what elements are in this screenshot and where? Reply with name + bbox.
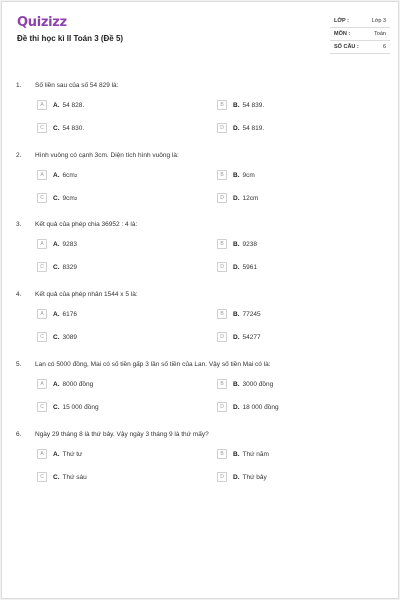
- question-text: Kết quả của phép nhân 1544 x 5 là:: [35, 291, 138, 298]
- meta-value: 6: [382, 44, 386, 50]
- option-label: C.: [53, 194, 60, 202]
- option-text: 6cm: [62, 171, 75, 179]
- option-letter-box: C: [37, 123, 47, 133]
- worksheet-page: [1, 1, 399, 599]
- meta-panel: [330, 15, 390, 54]
- option-letter-box: D: [217, 262, 227, 272]
- option-label: A.: [53, 450, 60, 458]
- option-text: 5961: [242, 263, 257, 271]
- option-label: A.: [53, 380, 60, 388]
- option-text: 3000 đồng: [242, 380, 274, 388]
- option-label: C.: [53, 263, 60, 271]
- option-c[interactable]: [37, 193, 77, 203]
- option-letter-box: A: [37, 449, 47, 459]
- meta-value: Lớp 3: [371, 18, 386, 24]
- option-text: 9283: [62, 240, 77, 248]
- option-label: A.: [53, 240, 60, 248]
- option-d[interactable]: [217, 123, 264, 133]
- option-text: Thứ bảy: [242, 473, 267, 481]
- question-text: Kết quả của phép chia 36952 : 4 là:: [35, 221, 138, 228]
- option-label: D.: [233, 403, 240, 411]
- option-letter-box: D: [217, 402, 227, 412]
- quizizz-logo: Quizizz: [17, 15, 67, 30]
- option-d[interactable]: [217, 472, 267, 482]
- question-number: 1.: [16, 82, 22, 89]
- option-b[interactable]: [217, 309, 261, 319]
- option-text: 9cm: [242, 171, 255, 179]
- option-letter-box: A: [37, 379, 47, 389]
- option-a[interactable]: [37, 379, 93, 389]
- meta-key: LỚP :: [334, 18, 349, 24]
- option-letter-box: C: [37, 262, 47, 272]
- option-a[interactable]: [37, 100, 84, 110]
- option-label: D.: [233, 194, 240, 202]
- option-label: A.: [53, 171, 60, 179]
- option-a[interactable]: [37, 309, 77, 319]
- option-text: 3089: [62, 333, 77, 341]
- meta-row-subject: [330, 28, 390, 41]
- option-b[interactable]: [217, 379, 273, 389]
- option-letter-box: A: [37, 239, 47, 249]
- option-letter-box: A: [37, 309, 47, 319]
- option-letter-box: A: [37, 100, 47, 110]
- option-a[interactable]: [37, 170, 77, 180]
- question-number: 5.: [16, 361, 22, 368]
- option-text: 15 000 đồng: [62, 403, 99, 411]
- option-label: B.: [233, 101, 240, 109]
- meta-row-count: [330, 41, 390, 54]
- meta-value: Toán: [374, 31, 386, 37]
- option-label: B.: [233, 240, 240, 248]
- option-label: C.: [53, 124, 60, 132]
- option-label: D.: [233, 473, 240, 481]
- option-letter-box: A: [37, 170, 47, 180]
- option-label: B.: [233, 171, 240, 179]
- option-label: C.: [53, 403, 60, 411]
- option-label: D.: [233, 333, 240, 341]
- option-text: 9cm: [62, 194, 75, 202]
- option-b[interactable]: [217, 100, 264, 110]
- option-text: Thứ sáu: [62, 473, 87, 481]
- option-letter-box: B: [217, 449, 227, 459]
- option-label: C.: [53, 333, 60, 341]
- option-letter-box: C: [37, 193, 47, 203]
- option-a[interactable]: [37, 449, 82, 459]
- question-number: 3.: [16, 221, 22, 228]
- option-letter-box: C: [37, 402, 47, 412]
- question-text: Số liền sau của số 54 829 là:: [35, 82, 119, 89]
- question-number: 6.: [16, 431, 22, 438]
- option-letter-box: B: [217, 170, 227, 180]
- option-label: D.: [233, 263, 240, 271]
- option-c[interactable]: [37, 402, 99, 412]
- option-label: B.: [233, 310, 240, 318]
- option-text: 54277: [242, 333, 261, 341]
- option-letter-box: B: [217, 309, 227, 319]
- option-text: 18 000 đồng: [242, 403, 279, 411]
- option-d[interactable]: [217, 402, 279, 412]
- option-c[interactable]: [37, 472, 87, 482]
- option-text: Thứ tư: [62, 450, 83, 458]
- option-letter-box: B: [217, 239, 227, 249]
- option-letter-box: C: [37, 332, 47, 342]
- option-text: 8000 đồng: [62, 380, 94, 388]
- meta-row-class: [330, 15, 390, 28]
- option-text: 6176: [62, 310, 77, 318]
- option-label: A.: [53, 310, 60, 318]
- option-text: 12cm: [242, 194, 259, 202]
- meta-key: SỐ CÂU :: [334, 44, 359, 50]
- question-number: 4.: [16, 291, 22, 298]
- option-d[interactable]: [217, 332, 261, 342]
- option-letter-box: D: [217, 332, 227, 342]
- option-letter-box: B: [217, 100, 227, 110]
- question-text: Ngày 29 tháng 8 là thứ bảy. Vậy ngày 3 tháng 9 là thứ mấy?: [35, 431, 209, 438]
- option-text: 54 819.: [242, 124, 265, 132]
- option-b[interactable]: [217, 170, 255, 180]
- option-d[interactable]: [217, 262, 257, 272]
- option-label: D.: [233, 124, 240, 132]
- option-label: B.: [233, 380, 240, 388]
- option-c[interactable]: [37, 332, 77, 342]
- option-d[interactable]: [217, 193, 258, 203]
- option-text: 8329: [62, 263, 77, 271]
- option-text: 54 839.: [242, 101, 265, 109]
- option-b[interactable]: [217, 239, 257, 249]
- page-title: Đề thi học kì II Toán 3 (Đề 5): [17, 34, 124, 43]
- question-text: Hình vuông có cạnh 3cm. Diện tích hình vuông là:: [35, 152, 179, 159]
- option-letter-box: D: [217, 123, 227, 133]
- option-label: C.: [53, 473, 60, 481]
- option-text: 77245: [242, 310, 261, 318]
- option-letter-box: D: [217, 472, 227, 482]
- option-text: 54 830.: [62, 124, 85, 132]
- option-a[interactable]: [37, 239, 77, 249]
- option-label: A.: [53, 101, 60, 109]
- option-b[interactable]: [217, 449, 269, 459]
- question-text: Lan có 5000 đồng, Mai có số tiền gấp 3 lần số tiền của Lan. Vậy số tiền Mai có là:: [35, 361, 271, 368]
- option-letter-box: B: [217, 379, 227, 389]
- option-text: 54 828.: [62, 101, 85, 109]
- option-letter-box: C: [37, 472, 47, 482]
- option-text: Thứ năm: [242, 450, 269, 458]
- option-c[interactable]: [37, 262, 77, 272]
- option-text: 9238: [242, 240, 257, 248]
- meta-key: MÔN :: [334, 31, 351, 37]
- option-c[interactable]: [37, 123, 84, 133]
- option-superscript: 2: [74, 172, 78, 178]
- question-number: 2.: [16, 152, 22, 159]
- option-superscript: 2: [74, 195, 78, 201]
- option-label: B.: [233, 450, 240, 458]
- option-letter-box: D: [217, 193, 227, 203]
